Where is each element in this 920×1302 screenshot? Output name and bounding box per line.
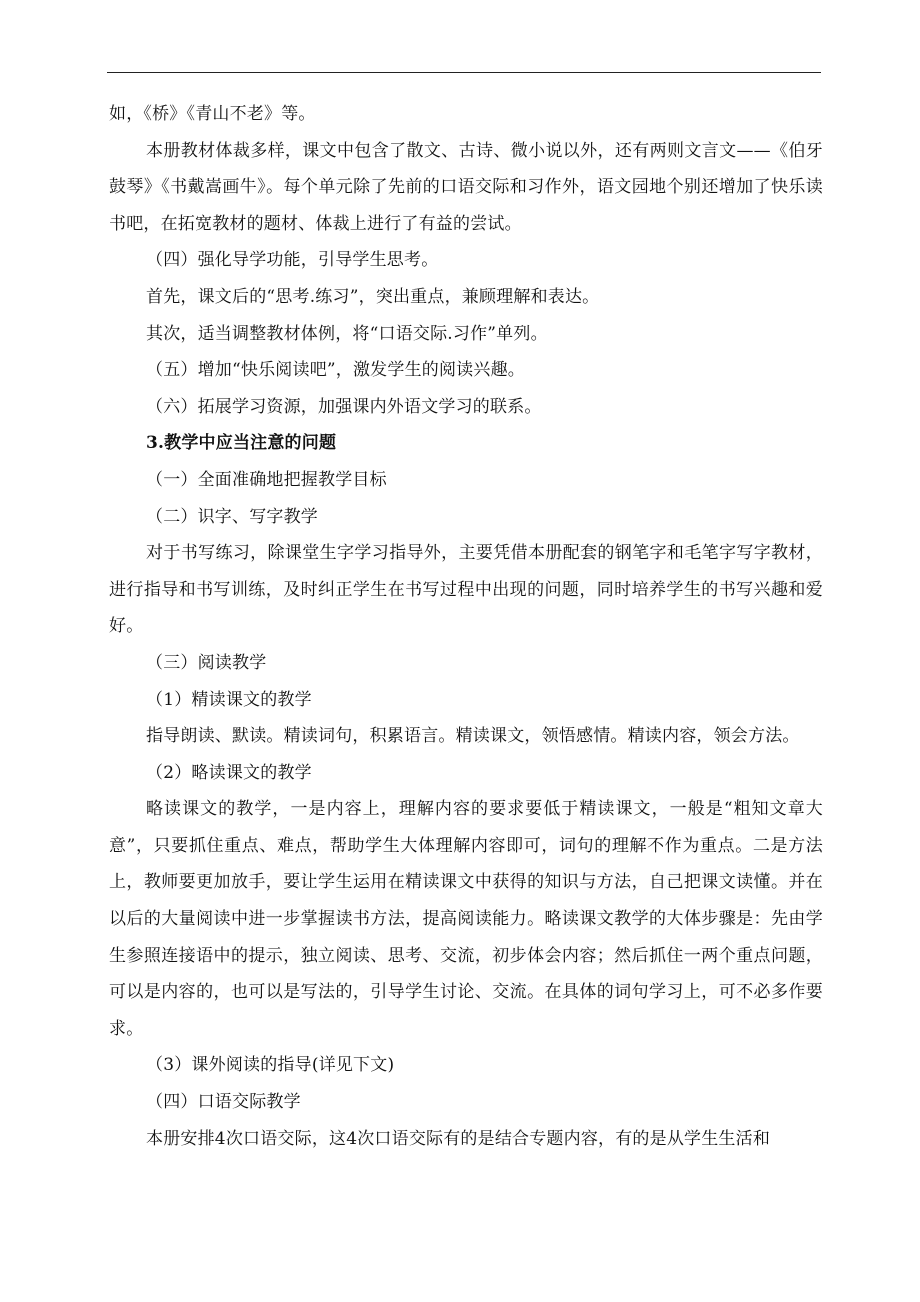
paragraph: 本册教材体裁多样，课文中包含了散文、古诗、微小说以外，还有两则文言文——《伯牙鼓琴》《书戴嵩画牛》。每个单元除了先前的口语交际和习作外，语文园地个别还增加了快乐读书吧，在拓宽教材的题材、体裁上进行了有益的尝试。 <box>109 140 823 234</box>
paragraph: 如，《桥》《青山不老》等。 <box>109 104 316 124</box>
subsection-heading: （3）课外阅读的指导(详见下文) <box>146 1055 395 1076</box>
paragraph: 对于书写练习，除课堂生字学习指导外，主要凭借本册配套的钢笔字和毛笔字写字教材，进行指导和书写训练，及时纠正学生在书写过程中出现的问题，同时培养学生的书写兴趣和爱好。 <box>109 543 823 637</box>
section-heading: （四）强化导学功能，引导学生思考。 <box>146 250 439 271</box>
header-rule <box>107 72 821 73</box>
document-body <box>109 96 823 1157</box>
paragraph: 指导朗读、默读。精读词句，积累语言。精读课文，领悟感情。精读内容，领会方法。 <box>146 726 800 747</box>
section-heading: （二）识字、写字教学 <box>146 506 318 527</box>
section-heading: （四）口语交际教学 <box>146 1092 301 1113</box>
subsection-heading: （2）略读课文的教学 <box>146 762 312 783</box>
paragraph: 首先，课文后的“思考.练习”，突出重点，兼顾理解和表达。 <box>146 286 600 307</box>
paragraph: 略读课文的教学，一是内容上，理解内容的要求要低于精读课文，一般是“粗知文章大意”，只要抓住重点、难点，帮助学生大体理解内容即可，词句的理解不作为重点。二是方法上，教师要更加放手，要让学生运用在精读课文中获得的知识与方法，自己把课文读懂。并在以后的大量阅读中进一步掌握读书方法，提高阅读能力。略读课文教学的大体步骤是：先由学生参照连接语中的提示，独立阅读、思考、交流，初步体会内容；然后抓住一两个重点问题，可以是内容的，也可以是写法的，引导学生讨论、交流。在具体的词句学习上，可不必多作要求。 <box>109 799 823 1039</box>
section-heading: （六）拓展学习资源，加强课内外语文学习的联系。 <box>146 396 542 417</box>
paragraph: 其次，适当调整教材体例，将“口语交际.习作”单列。 <box>146 323 548 344</box>
subsection-heading: （1）精读课文的教学 <box>146 689 312 710</box>
chapter-heading: 3.教学中应当注意的问题 <box>146 433 337 454</box>
section-heading: （五）增加“快乐阅读吧”，激发学生的阅读兴趣。 <box>146 360 525 381</box>
paragraph: 本册安排4次口语交际，这4次口语交际有的是结合专题内容，有的是从学生生活和 <box>146 1128 771 1149</box>
section-heading: （三）阅读教学 <box>146 652 267 673</box>
section-heading: （一）全面准确地把握教学目标 <box>146 469 387 490</box>
